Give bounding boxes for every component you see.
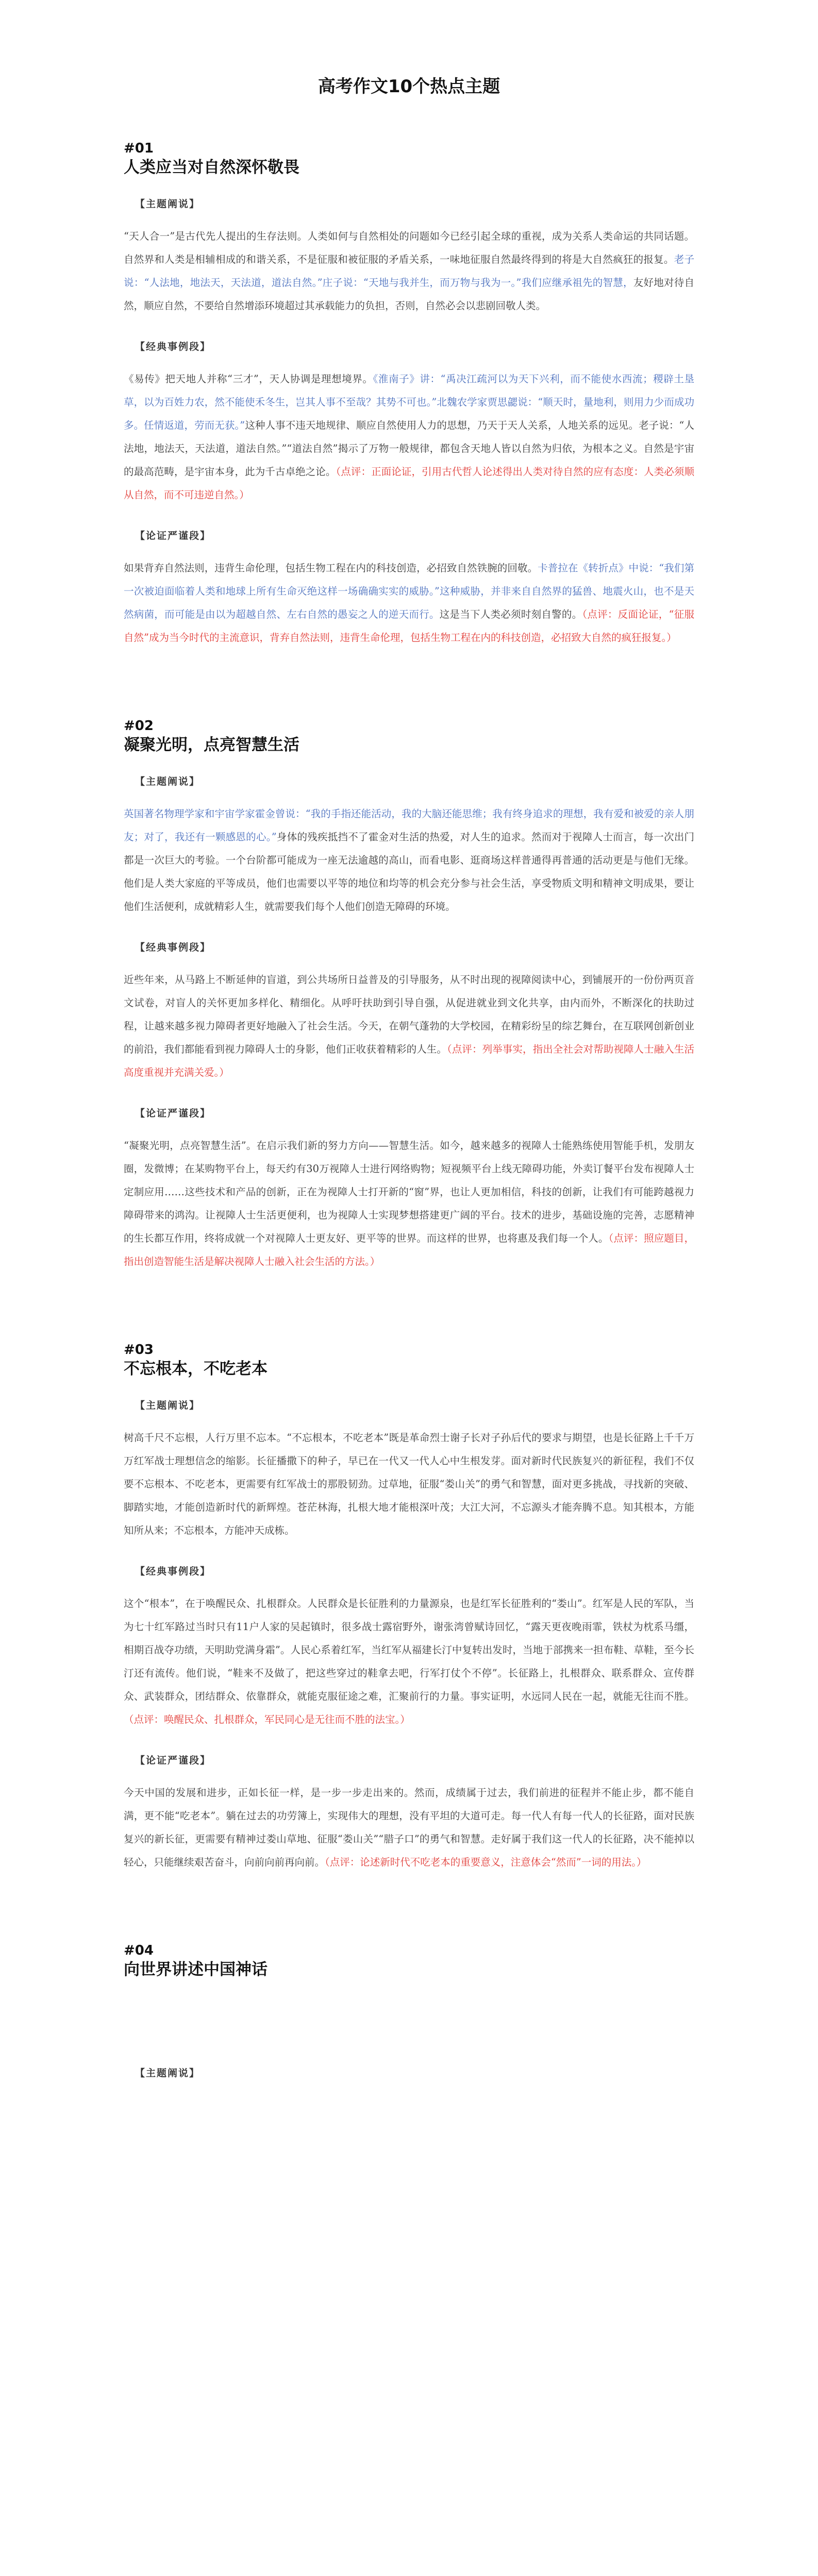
text-run: 树高千尺不忘根，人行万里不忘本。“不忘根本，不吃老本”既是革命烈士谢子长对子孙后代的要求与期望，也是长征路上千千万万红军战士理想信念的缩影。长征播撒下的种子，早已在一代又一代人心中生根发芽。面对新时代民族复兴的新征程，我们不仅要不忘根本、不吃老本，更需要有红军战士的那股韧劲。过草地，征服“娄山关”的勇气和智慧，面对更多挑战，寻找新的突破、脚踏实地，才能创造新时代的新辉煌。苍茫林海，扎根大地才能根深叶茂；大江大河，不忘源头才能奔腾不息。知其根本，方能知所从来；不忘根本，方能冲天成栋。 (124, 1432, 694, 1536)
argument-paragraph (124, 1134, 694, 1273)
topic-01 (124, 140, 694, 649)
text-run: 这种人事不违天地规律、顺应自然使用人力的思想，乃天于天人关系，人地关系的远见。老子说：“人法地，地法天，天法道，道法自然。”“道法自然”揭示了万物一般规律，都包含天地人皆以自然为归依，为根本之义。自然是宇宙的最高范畴，是宇宙本身，此为千古卓绝之论。 (124, 419, 694, 478)
comment-run: （点评：列举事实，指出全社会对帮助视障人士融入生活高度重视并充满关爱。） (124, 1043, 694, 1078)
text-run: 如果背弃自然法则，违背生命伦理，包括生物工程在内的科技创造，必招致自然铁腕的回敬。 (124, 562, 538, 574)
section-label-theme: 【主题阐说】 (135, 2067, 201, 2079)
theme-paragraph (124, 802, 694, 918)
section-label-example: 【经典事例段】 (135, 1566, 211, 1577)
quote-run: 老子说：“人法地，地法天，天法道，道法自然。”庄子说：“天地与我并生，而万物与我为一。”我们应继承祖先的智慧， (124, 253, 694, 289)
section-label-argument: 【论证严谨段】 (135, 530, 211, 541)
topic-title: 不忘根本，不吃老本 (124, 1360, 268, 1378)
section-label-example: 【经典事例段】 (135, 942, 211, 953)
comment-run: （点评：唤醒民众、扎根群众，军民同心是无往而不胜的法宝。） (124, 1714, 410, 1725)
text-run: “凝聚光明，点亮智慧生活”。在启示我们新的努力方向——智慧生活。如今，越来越多的视障人士能熟练使用智能手机，发朋友圈，发微博；在某购物平台上，每天约有30万视障人士进行网络购物；短视频平台上线无障碍功能，外卖订餐平台发布视障人士定制应用……这些技术和产品的创新，正在为视障人士打开新的“窗”界，也让人更加相信，科技的创新，让我们有可能跨越视力障碍带来的鸿沟。让视障人士生活更便利，也为视障人士实现梦想搭建更广阔的平台。技术的进步，基础设施的完善，志愿精神的生长都互作用，终将成就一个对视障人士更友好、更平等的世界。而这样的世界，也将惠及我们每一个人。 (124, 1140, 694, 1244)
text-run: 友好地对待自然，顺应自然，不要给自然增添环境超过其承载能力的负担，否则，自然必会以悲剧回敬人类。 (124, 277, 694, 312)
comment-run: （点评：论述新时代不吃老本的重要意义，注意体会“然而”一词的用法。） (325, 1856, 647, 1868)
text-run: 身体的残疾抵挡不了霍金对生活的热爱，对人生的追求。然而对于视障人士而言，每一次出门都是一次巨大的考验。一个台阶都可能成为一座无法逾越的高山，而看电影、逛商场这样普通得再普通的活动更是与他们无缘。他们是人类大家庭的平等成员，他们也需要以平等的地位和均等的机会充分参与社会生活，享受物质文明和精神文明成果，要让他们生活便利，成就精彩人生，就需要我们每个人他们创造无障碍的环境。 (124, 831, 694, 912)
section-label-theme: 【主题阐说】 (135, 1400, 201, 1411)
topic-number: #02 (124, 718, 154, 734)
section-label-example: 【经典事例段】 (135, 341, 211, 352)
example-paragraph (124, 367, 694, 506)
quote-run: 卡普拉在《转折点》中说：“我们第一次被迫面临着人类和地球上所有生命灭绝这样一场确确实实的威胁。”这种威胁，并非来自自然界的猛兽、地震火山，也不是天然病菌，而可能是由以为超越自然、左右自然的愚妄之人的逆天而行。 (124, 562, 694, 620)
text-run: 近些年来，从马路上不断延伸的盲道，到公共场所日益普及的引导服务，从不时出现的视障阅读中心，到铺展开的一份份两页音文试卷，对盲人的关怀更加多样化、精细化。从呼吁扶助到引导自强，从促进就业到文化共享，由内而外，不断深化的扶助过程，让越来越多视力障碍者更好地融入了社会生活。今天，在朝气蓬勃的大学校园，在精彩纷呈的综艺舞台，在互联网创新创业的前沿，我们都能看到视力障碍人士的身影，他们正收获着精彩的人生。 (124, 974, 694, 1055)
topic-number: #04 (124, 1943, 154, 1958)
topic-title: 人类应当对自然深怀敬畏 (124, 158, 299, 177)
comment-run: （点评：反面论证，“征服自然”成为当今时代的主流意识，背弃自然法则，违背生命伦理，包括生物工程在内的科技创造，必招致大自然的疯狂报复。） (124, 608, 694, 643)
topic-number: #01 (124, 141, 154, 156)
topic-04 (124, 1942, 694, 2079)
comment-run: （点评：照应题目，指出创造智能生活是解决视障人士融入社会生活的方法。） (124, 1232, 694, 1267)
topic-03 (124, 1341, 694, 1874)
topic-number: #03 (124, 1342, 154, 1358)
theme-paragraph (124, 225, 694, 317)
text-run: 《易传》把天地人并称“三才”，天人协调是理想境界。 (124, 373, 373, 385)
document-title: 高考作文10个热点主题 (318, 76, 500, 97)
quote-run: 英国著名物理学家和宇宙学家霍金曾说：“我的手指还能活动，我的大脑还能思维；我有终身追求的理想，我有爱和被爱的亲人朋友；对了，我还有一颗感恩的心。” (124, 808, 694, 843)
text-run: 今天中国的发展和进步，正如长征一样，是一步一步走出来的。然而，成绩属于过去，我们前进的征程并不能止步，都不能自满，更不能“吃老本”。躺在过去的功劳簿上，实现伟大的理想，没有平坦的大道可走。每一代人有每一代人的长征路，面对民族复兴的新长征，更需要有精神过娄山草地、征服“娄山关”“腊子口”的勇气和智慧。走好属于我们这一代人的长征路，决不能掉以轻心，只能继续艰苦奋斗，向前向前再向前。 (124, 1787, 694, 1868)
section-label-argument: 【论证严谨段】 (135, 1755, 211, 1766)
comment-run: （点评：正面论证，引用古代哲人论述得出人类对待自然的应有态度：人类必须顺从自然，而不可违逆自然。） (124, 466, 694, 501)
argument-paragraph (124, 556, 694, 649)
text-run: 这是当下人类必须时刻自警的。 (439, 608, 582, 620)
text-run: “天人合一”是古代先人提出的生存法则。人类如何与自然相处的问题如今已经引起全球的重视，成为关系人类命运的共同话题。自然界和人类是相辅相成的和谐关系，不是征服和被征服的矛盾关系，一味地征服自然最终得到的将是大自然疯狂的报复。 (124, 230, 694, 265)
topic-02 (124, 717, 694, 1273)
topic-title: 向世界讲述中国神话 (124, 1960, 268, 1979)
example-paragraph (124, 968, 694, 1084)
section-label-theme: 【主题阐说】 (135, 198, 201, 210)
argument-paragraph (124, 1781, 694, 1874)
section-label-theme: 【主题阐说】 (135, 776, 201, 787)
quote-run: 《淮南子》讲：“禹决江疏河以为天下兴利，而不能使水西流；稷辟土垦草，以为百姓力农，然不能使禾冬生，岂其人事不至哉？其势不可也。”北魏农学家贾思勰说：“顺天时，量地利，则用力少而成功多。任情返道，劳而无获。” (124, 373, 694, 431)
example-paragraph (124, 1592, 694, 1731)
text-run: 这个“根本”，在于唤醒民众、扎根群众。人民群众是长征胜利的力量源泉，也是红军长征胜利的“娄山”。红军是人民的军队，当为七十红军路过当时只有11户人家的吴起镇时，很多战士露宿野外，谢张湾曾赋诗回忆，“露天更夜晚雨霏，铁杖为枕系马缰，相期百战夺功绩，天明助党满身霜”。人民心系着红军，当红军从福建长汀中复转出发时，当地于部携来一担布鞋、草鞋，至今长汀还有流传。他们说，“鞋来不及做了，把这些穿过的鞋拿去吧，行军打仗个不停”。长征路上，扎根群众、联系群众、宣传群众、武装群众，团结群众、依靠群众，就能克服征途之难，汇聚前行的力量。事实证明，水远同人民在一起，就能无往而不胜。 (124, 1598, 694, 1702)
topic-title: 凝聚光明，点亮智慧生活 (124, 736, 299, 754)
theme-paragraph (124, 1426, 694, 1542)
section-label-argument: 【论证严谨段】 (135, 1108, 211, 1119)
